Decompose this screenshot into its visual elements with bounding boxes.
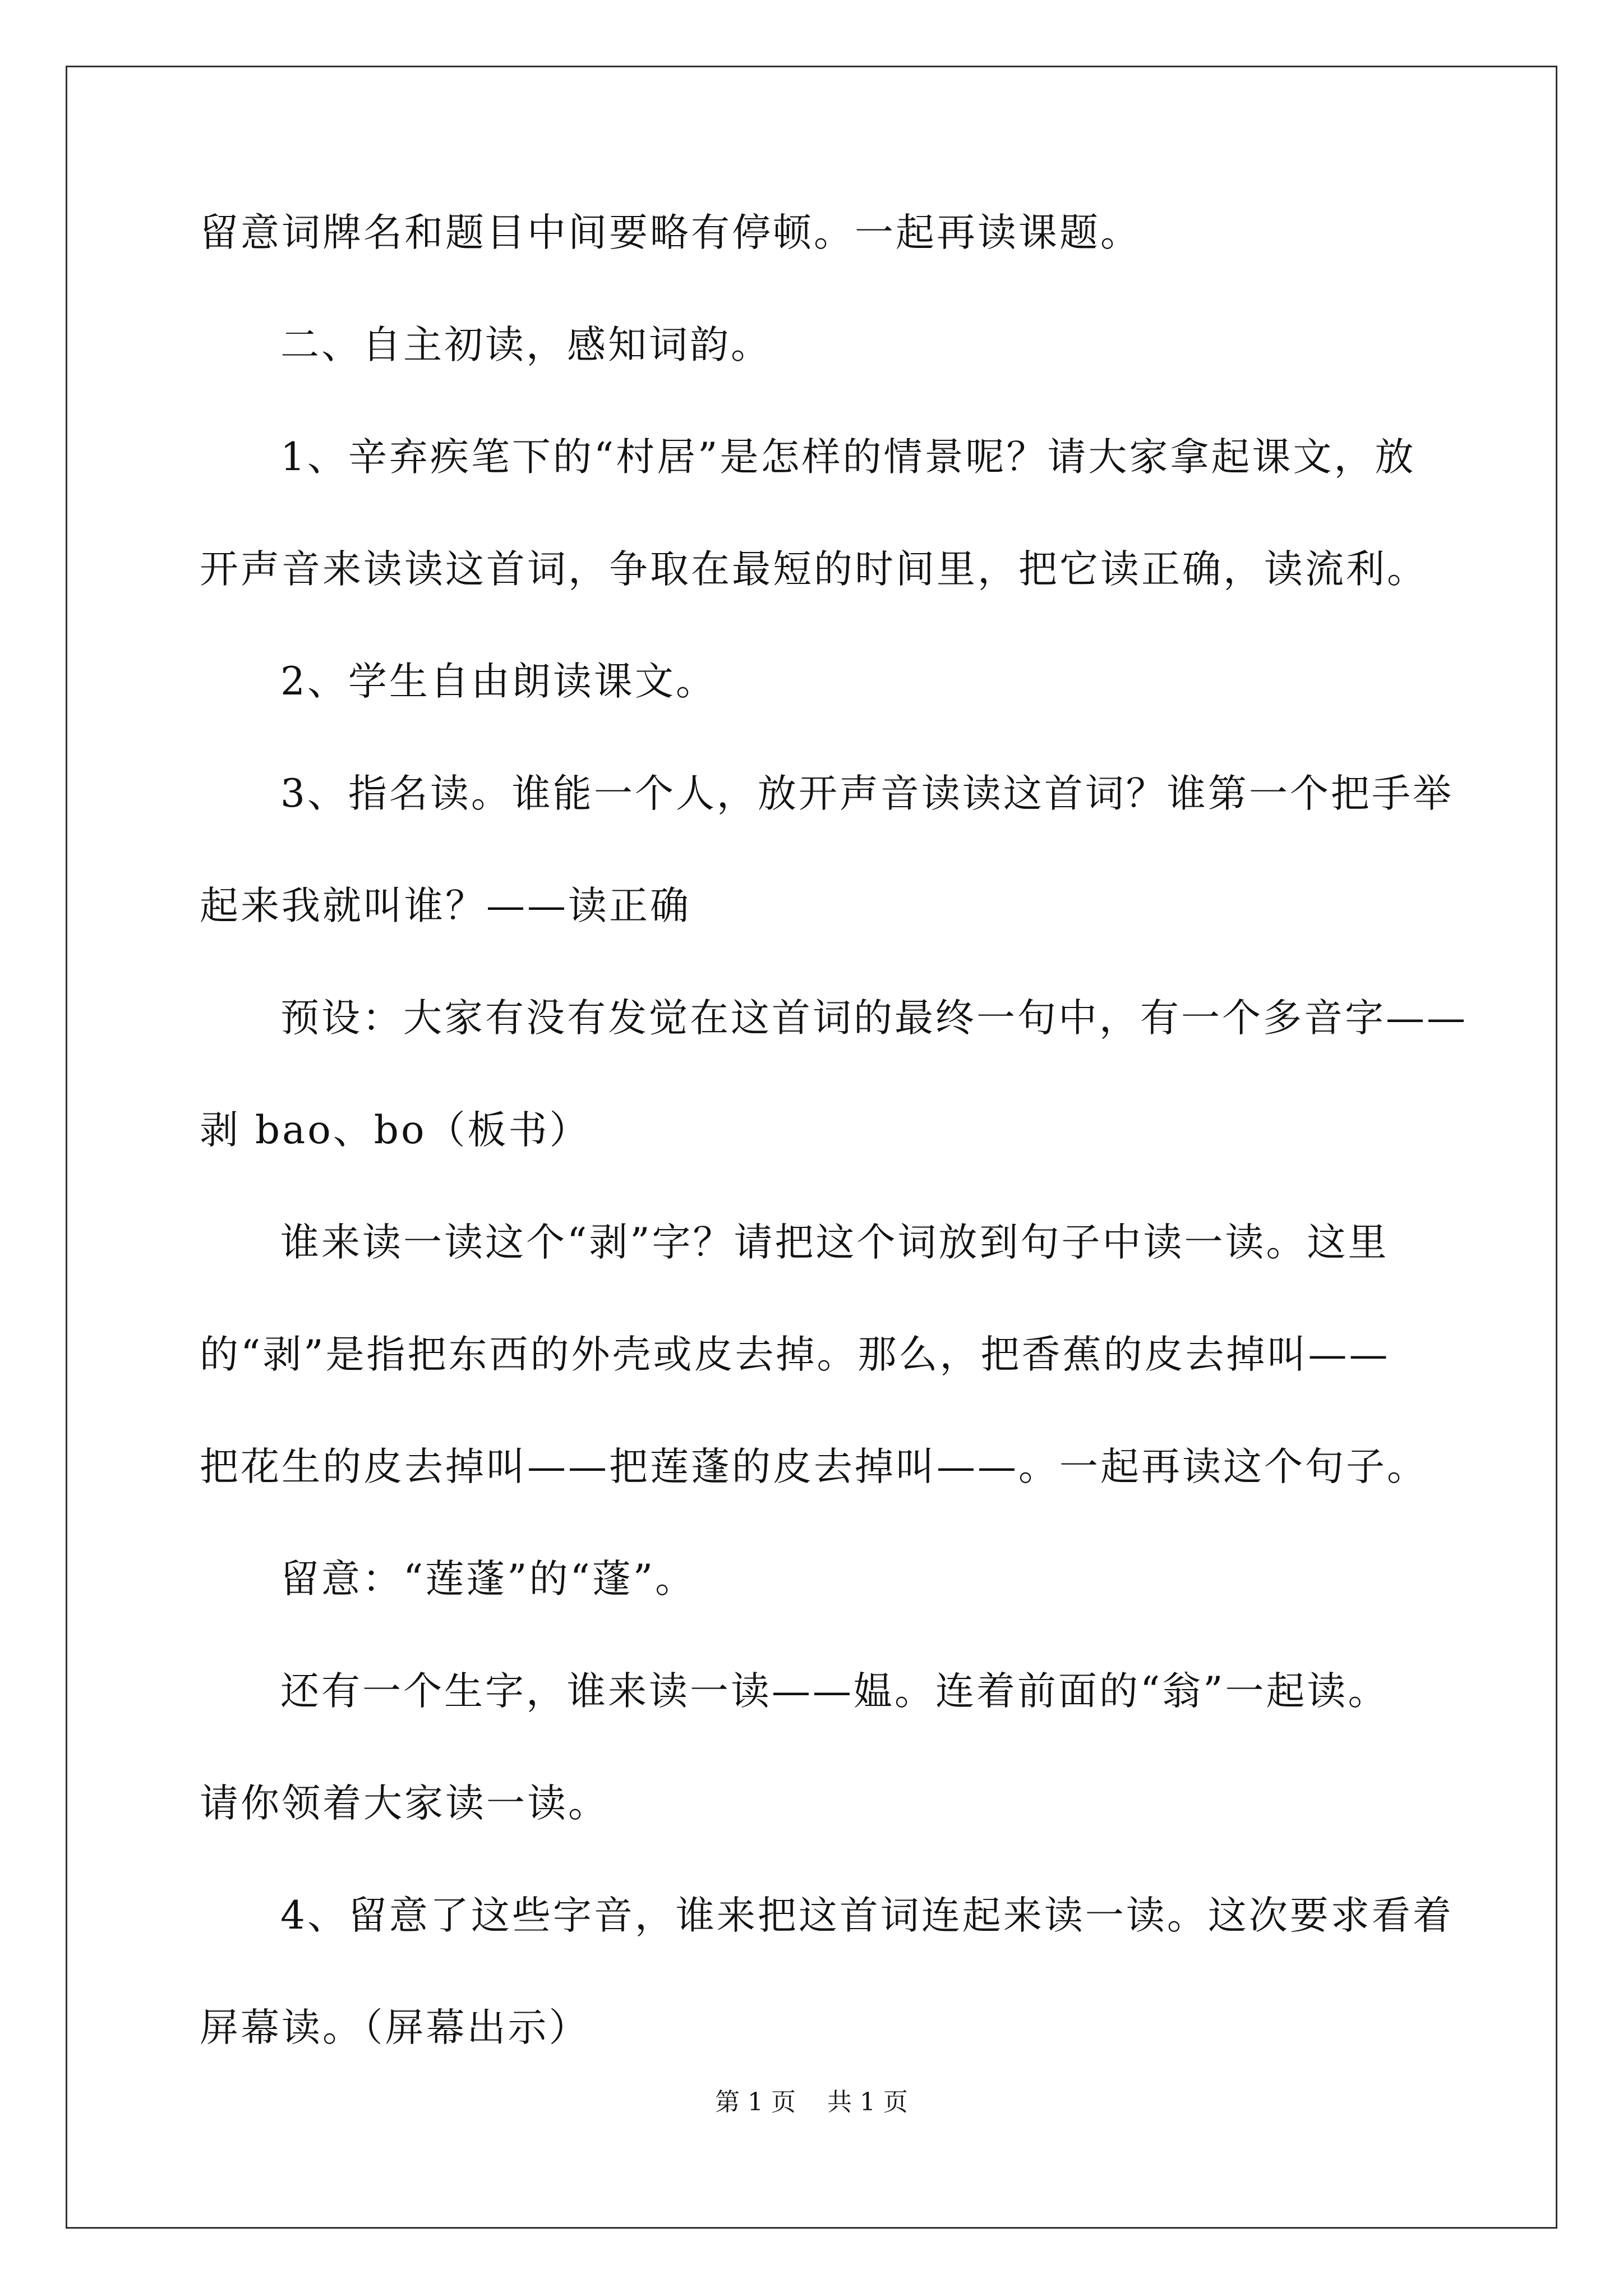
text-line: 还有一个生字，谁来读一读——媪。连着前面的“翁”一起读。 bbox=[280, 1669, 1389, 1714]
text-line: 起来我就叫谁？——读正确 bbox=[200, 884, 691, 928]
text-line: 3、指名读。谁能一个人，放开声音读读这首词？谁第一个把手举 bbox=[280, 771, 1454, 816]
text-line: 请你领着大家读一读。 bbox=[200, 1781, 609, 1826]
text-line: 留意词牌名和题目中间要略有停顿。一起再读课题。 bbox=[200, 210, 1141, 255]
text-line: 开声音来读读这首词，争取在最短的时间里，把它读正确，读流利。 bbox=[200, 547, 1428, 592]
text-line: 留意：“莲蓬”的“蓬”。 bbox=[280, 1557, 697, 1602]
text-line: 预设：大家有没有发觉在这首词的最终一句中，有一个多音字—— bbox=[280, 996, 1468, 1041]
text-line: 的“剥”是指把东西的外壳或皮去掉。那么，把香蕉的皮去掉叫—— bbox=[200, 1332, 1390, 1377]
page-number-footer: 第 1 页 共 1 页 bbox=[715, 2088, 908, 2116]
text-line: 屏幕读。（屏幕出示） bbox=[200, 2005, 590, 2050]
section-heading: 二、自主初读，感知词韵。 bbox=[280, 323, 772, 367]
text-line: 2、学生自由朗读课文。 bbox=[280, 659, 717, 704]
text-line: 谁来读一读这个“剥”字？请把这个词放到句子中读一读。这里 bbox=[280, 1220, 1389, 1265]
text-line: 4、留意了这些字音，谁来把这首词连起来读一读。这次要求看着 bbox=[280, 1893, 1454, 1938]
text-line: 1、辛弃疾笔下的“村居”是怎样的情景呢？请大家拿起课文，放 bbox=[280, 435, 1416, 480]
text-line: 剥 bao、bo（板书） bbox=[200, 1108, 591, 1153]
text-line: 把花生的皮去掉叫——把莲蓬的皮去掉叫——。一起再读这个句子。 bbox=[200, 1444, 1428, 1489]
